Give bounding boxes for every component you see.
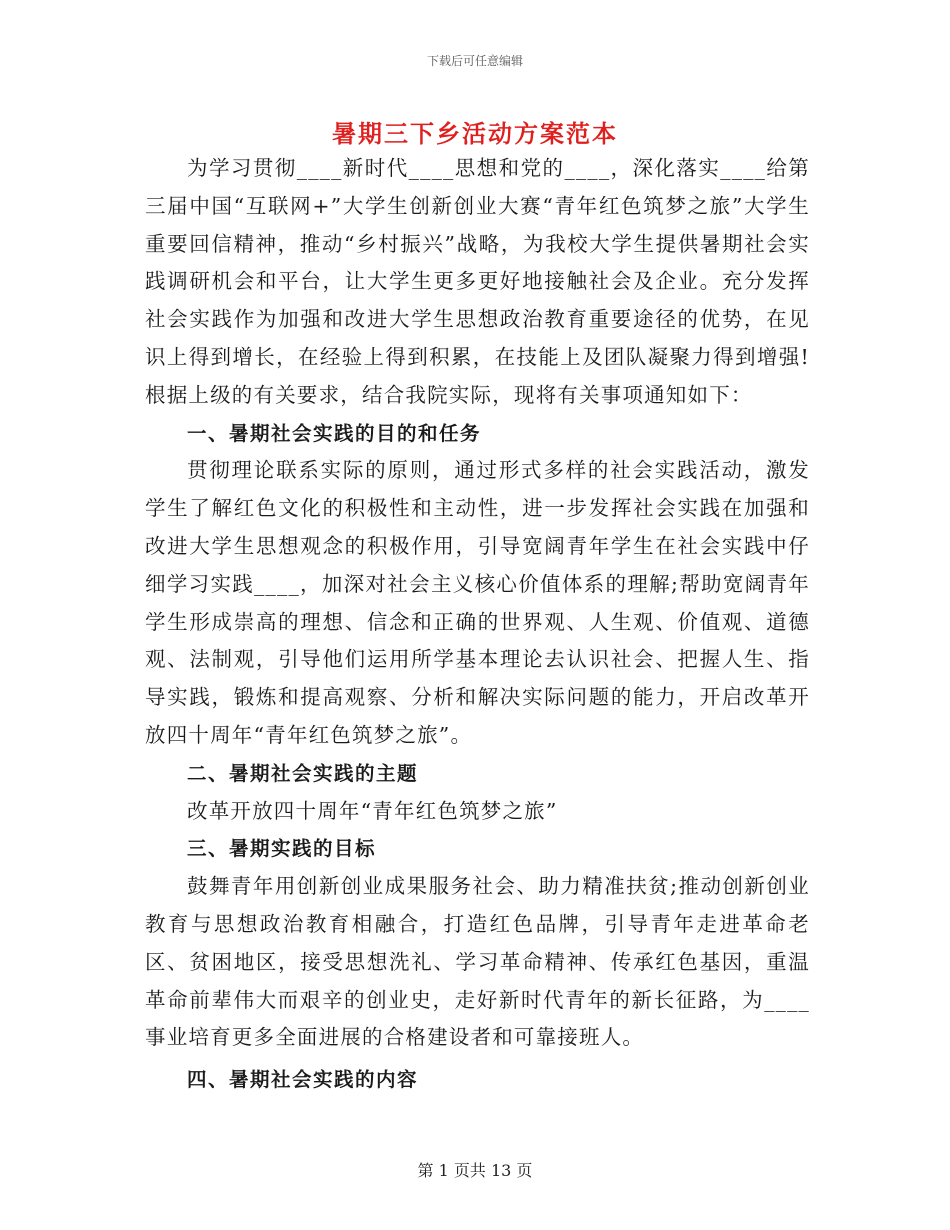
page-number-footer: 第 1 页共 13 页 [417, 1161, 533, 1180]
section-3-paragraph: 鼓舞青年用创新创业成果服务社会、助力精准扶贫;推动创新创业教育与思想政治教育相融合，打造红色品牌，引导青年走进革命老区、贫困地区，接受思想洗礼、学习革命精神、传承红色基因，重温革命前辈伟大而艰辛的创业史，走好新时代青年的新长征路，为____事业培育更多全面进展的合格建设者和可靠接班人。 [145, 874, 810, 1050]
section-2-paragraph: 改革开放四十周年“青年红色筑梦之旅” [187, 798, 558, 823]
page-header-note: 下载后可任意编辑 [426, 54, 523, 68]
section-3-heading: 三、暑期实践的目标 [187, 837, 377, 861]
intro-paragraph: 为学习贯彻____新时代____思想和党的____，深化落实____给第三届中国“互联网+”大学生创新创业大赛“青年红色筑梦之旅”大学生重要回信精神，推动“乡村振兴”战略，为我校大学生提供暑期社会实践调研机会和平台，让大学生更多更好地接触社会及企业。充分发挥社会实践作为加强和改进大学生思想政治教育重要途径的优势，在见识上得到增长，在经验上得到积累，在技能上及团队凝聚力得到增强!根据上级的有关要求，结合我院实际，现将有关事项通知如下： [145, 156, 810, 407]
section-1-heading: 一、暑期社会实践的目的和任务 [187, 421, 482, 445]
document-body [145, 150, 810, 1099]
document-title: 暑期三下乡活动方案范本 [332, 119, 618, 148]
section-1-paragraph: 贯彻理论联系实际的原则，通过形式多样的社会实践活动，激发学生了解红色文化的积极性和主动性，进一步发挥社会实践在加强和改进大学生思想观念的积极作用，引导宽阔青年学生在社会实践中仔细学习实践____，加深对社会主义核心价值体系的理解;帮助宽阔青年学生形成崇高的理想、信念和正确的世界观、人生观、价值观、道德观、法制观，引导他们运用所学基本理论去认识社会、把握人生、指导实践，锻炼和提高观察、分析和解决实际问题的能力，开启改革开放四十周年“青年红色筑梦之旅”。 [145, 458, 810, 747]
section-4-heading: 四、暑期社会实践的内容 [187, 1068, 419, 1092]
section-2-heading: 二、暑期社会实践的主题 [187, 761, 419, 785]
